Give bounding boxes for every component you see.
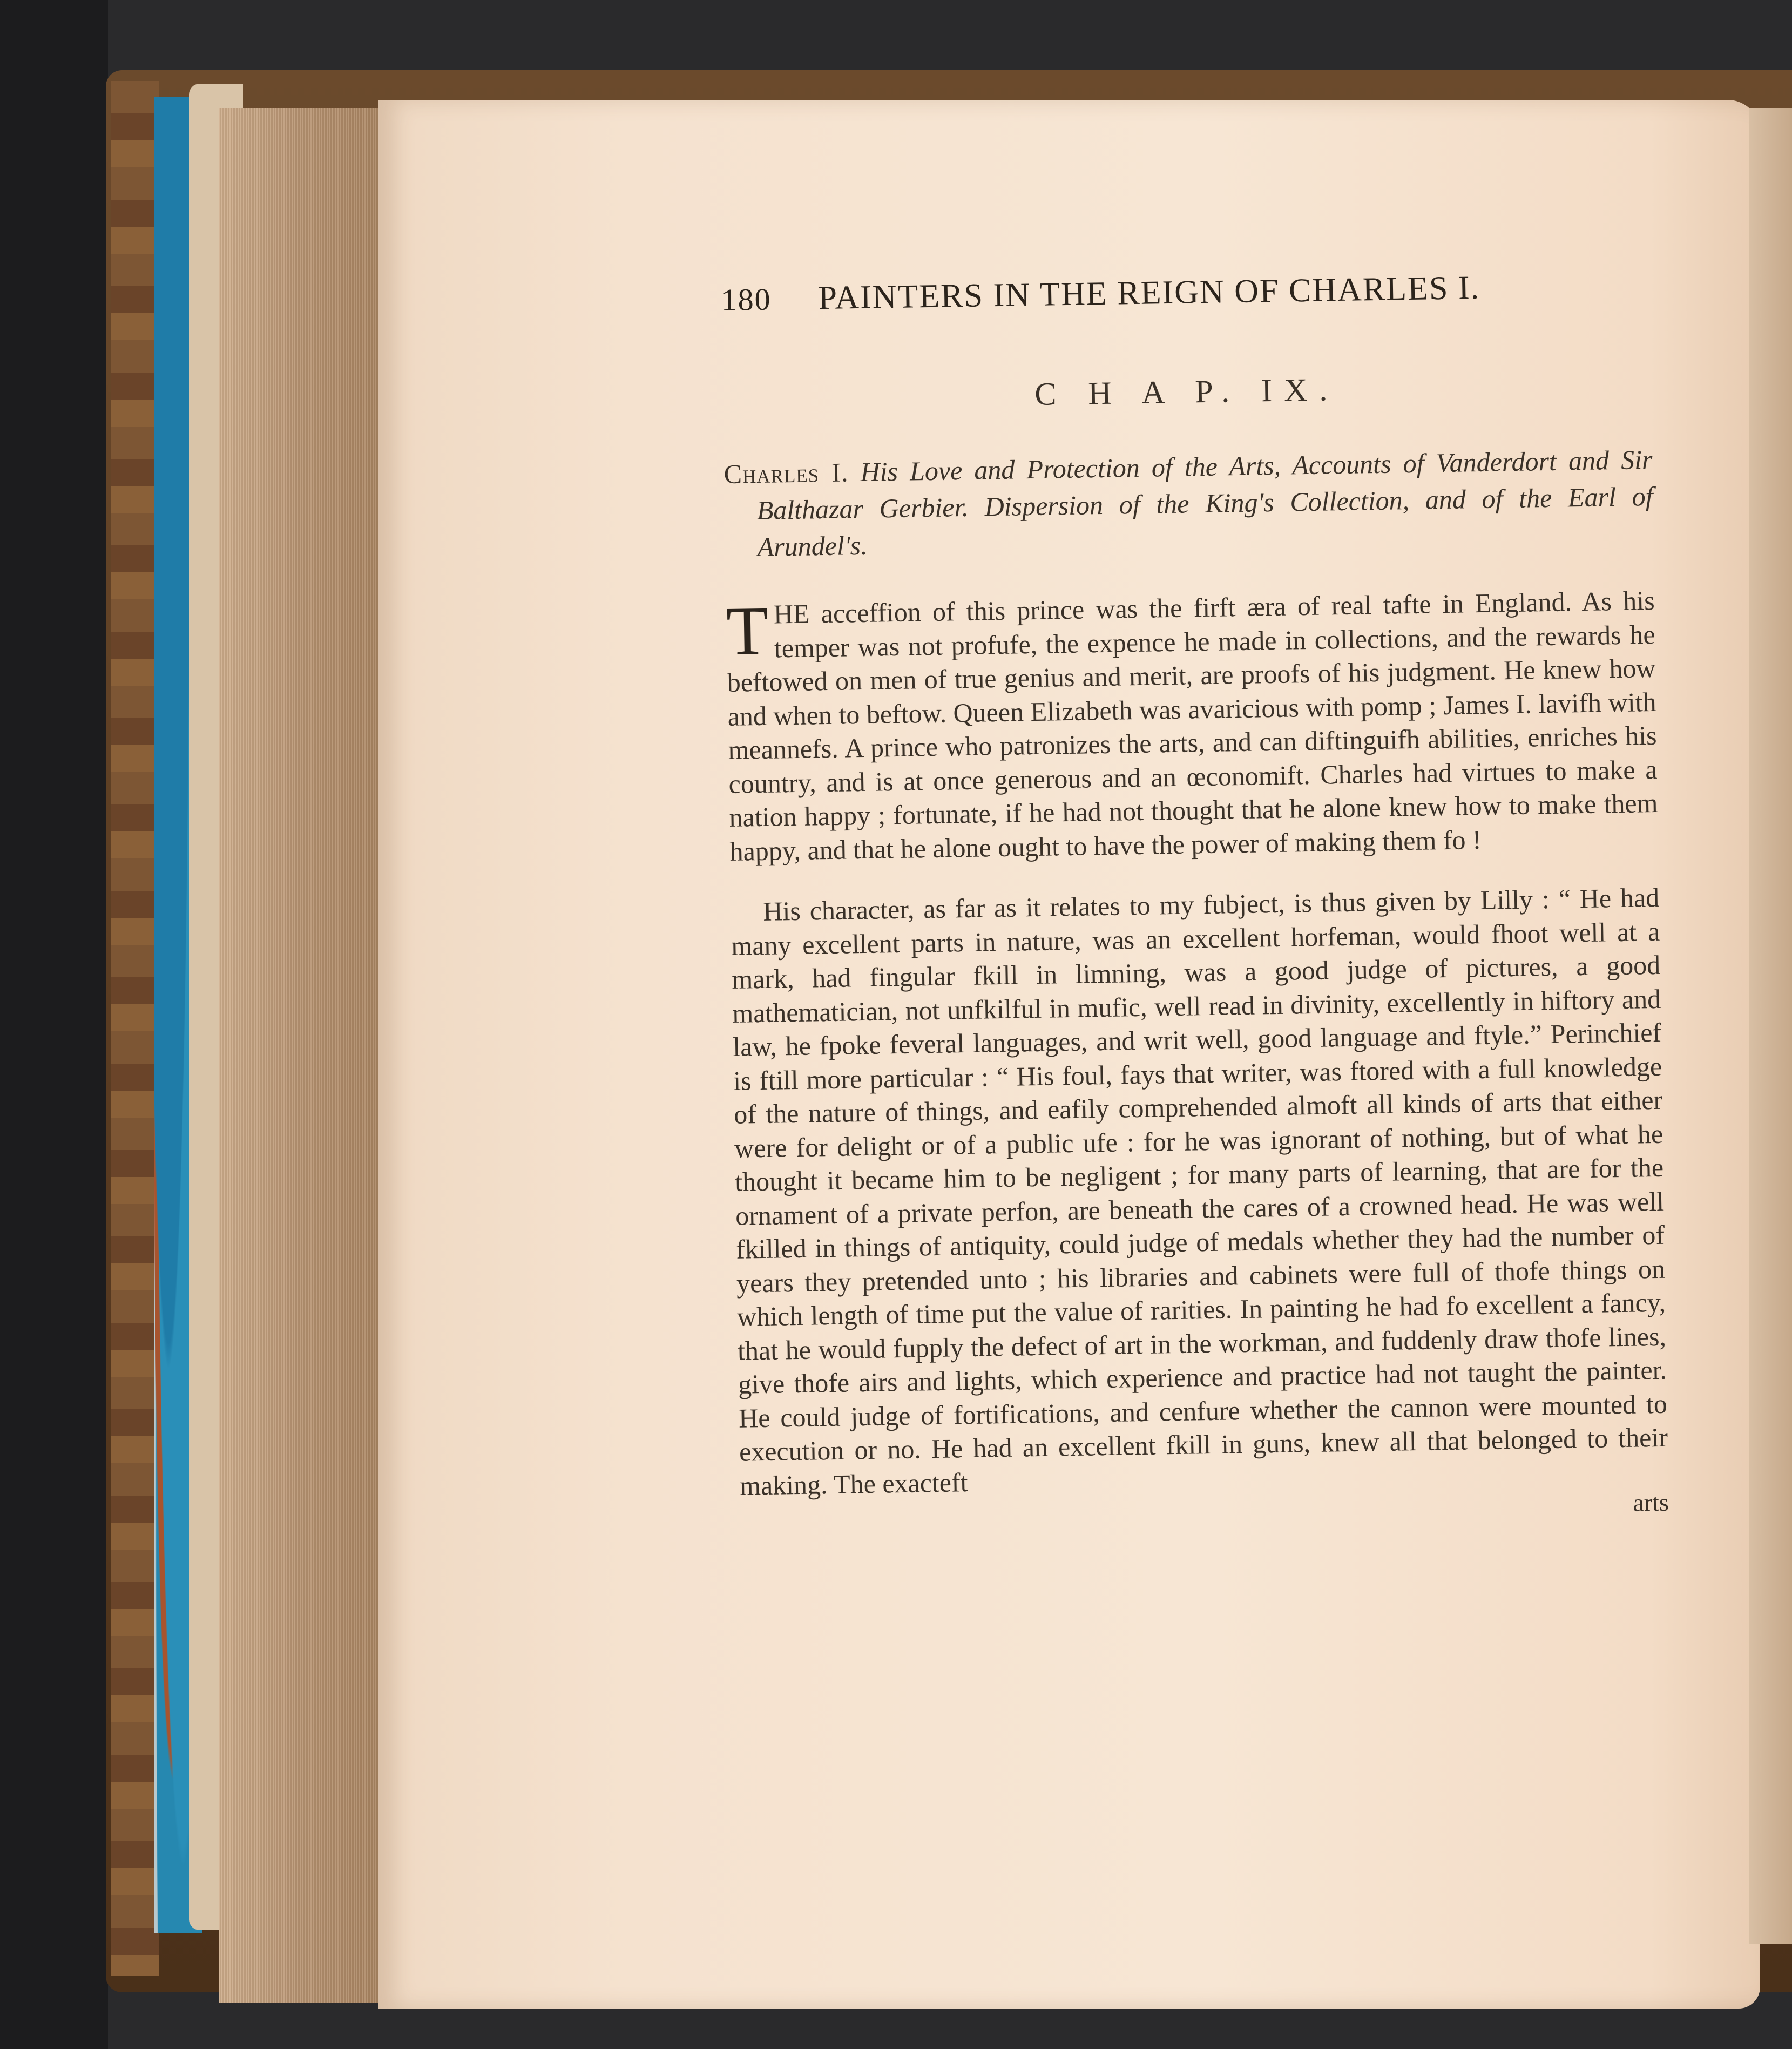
synopsis-subject: Charles I. bbox=[723, 457, 849, 489]
catchword: arts bbox=[1632, 1488, 1669, 1517]
drop-cap-initial: T bbox=[726, 592, 769, 670]
chapter-heading: C H A P. IX. bbox=[1034, 371, 1340, 412]
facing-page-edge bbox=[1749, 108, 1792, 1944]
paragraph-2: His character, as far as it relates to my fubject, is thus given by Lilly : “ He had many excellent parts in nature, was an excellent horfeman, would fhoot well at a mark, had fingular fkill in limning, was a good judge of pictures, a good mathematician, not unfkilful in mufic, well read in divinity, excellently in hiftory and law, he fpoke feveral languages, and writ well, good language and ftyle.” Perinchief is ftill more particular : “ His foul, fays that writer, was ftored with a full knowledge of the nature of things, and eafily comprehended almoft all kinds of arts that either were for delight or of a public ufe : for he was ignorant of nothing, but of what he thought it became him to be negligent ; for many parts of learning, that are for the ornament of a private perfon, are beneath the cares of a crowned head. He was well fkilled in things of antiquity, could judge of medals whether they had the number of years they pretended unto ; his libraries and cabinets were full of thofe things on which length of time put the value of rarities. In painting he had fo excellent a fancy, that he would fupply the defect of art in the workman, and fuddenly draw thofe lines, give thofe airs and lights, which experience and practice had not taught the painter. He could judge of fortifications, and cenfure whether the cannon were mounted to execution or no. He had an excellent fkill in guns, knew all that belonged to their making. The exacteft bbox=[731, 882, 1668, 1501]
page-text-block bbox=[721, 266, 1669, 1531]
synopsis-text: His Love and Protection of the Arts, Accounts of Vanderdort and Sir Balthazar Gerbier. Dispersion of the King's Collection, and of the Earl of Arundel's. bbox=[756, 444, 1653, 562]
chapter-synopsis bbox=[723, 441, 1654, 566]
background bbox=[0, 0, 108, 2049]
page-number: 180 bbox=[721, 281, 772, 317]
running-title: PAINTERS IN THE REIGN OF CHARLES I. bbox=[817, 269, 1480, 317]
paragraph-1-text: HE acceffion of this prince was the firft æra of real tafte in England. As his temper was not profufe, the expence he made in collections, and the rewards he beftowed on men of true genius and merit, are proofs of his judgment. He knew how and when to beftow. Queen Elizabeth was avaricious with pomp ; James I. lavifh with meannefs. A prince who patronizes the arts, and can diftinguifh abilities, enriches his country, and is at once generous and an œconomift. Charles had virtues to make a nation happy ; fortunate, if he had not thought that he alone knew how to make them happy, and that he alone ought to have the power of making them fo ! bbox=[727, 585, 1658, 867]
paragraph-1 bbox=[726, 584, 1659, 868]
leather-spine-edge bbox=[111, 81, 159, 1976]
